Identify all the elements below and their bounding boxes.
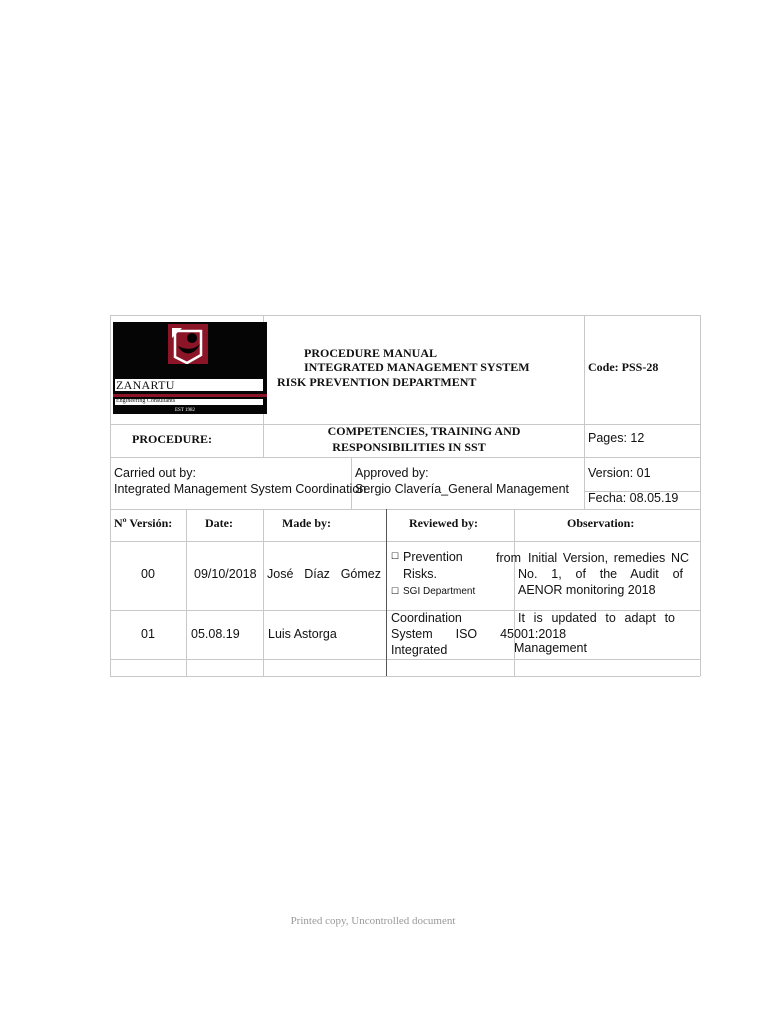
row-reviewed-line1: Coordination — [391, 611, 462, 625]
document-code: Code: PSS-28 — [588, 360, 659, 374]
row-reviewed-line3: Integrated — [391, 643, 448, 657]
column-header-version: Nº Versión: — [114, 516, 173, 530]
checkbox-icon: ☐ — [391, 586, 400, 596]
row-version: 00 — [141, 567, 155, 581]
pages-count: Pages: 12 — [588, 431, 645, 445]
document-footer: Printed copy, Uncontrolled document — [290, 915, 456, 927]
row-version: 01 — [141, 627, 155, 641]
column-header-made-by: Made by: — [282, 516, 331, 530]
row-made-by: José Díaz Gómez — [267, 567, 381, 581]
system-title: INTEGRATED MANAGEMENT SYSTEM — [304, 360, 530, 374]
row-made-by: Luis Astorga — [268, 627, 337, 641]
version-number: Version: 01 — [588, 466, 651, 480]
carried-out-value: Integrated Management System Coordination — [114, 482, 367, 496]
approved-value: Sergio Clavería_General Management — [355, 482, 570, 496]
logo-company-name: ZANARTU — [116, 378, 175, 392]
company-logo — [113, 322, 267, 414]
logo-est: EST 1982 — [175, 408, 196, 413]
row-reviewed-line3: SGI Department — [403, 586, 476, 597]
row-reviewed-line2: Risks. — [403, 567, 438, 581]
row-observation-line2: 001:2018 Management — [514, 627, 587, 655]
approved-label: Approved by: — [355, 466, 429, 480]
row-reviewed-from: from — [496, 551, 521, 565]
column-header-date: Date: — [205, 516, 233, 530]
row-observation-line1: It is updated to adapt to — [518, 611, 675, 625]
row-observation-line1: Initial Version, remedies NC — [528, 551, 689, 565]
procedure-title-line2: RESPONSIBILITIES IN SST — [332, 440, 486, 454]
row-reviewed-line2: System ISO 45 — [391, 627, 514, 641]
manual-title: PROCEDURE MANUAL — [304, 346, 437, 360]
row-observation-line3: AENOR monitoring 2018 — [518, 583, 656, 597]
row-date: 09/10/2018 — [194, 567, 257, 581]
row-date: 05.08.19 — [191, 627, 240, 641]
column-header-observation: Observation: — [567, 516, 635, 530]
checkbox-icon: ☐ — [391, 551, 400, 561]
issue-date: Fecha: 08.05.19 — [588, 491, 679, 505]
procedure-title-line1: COMPETENCIES, TRAINING AND — [327, 424, 521, 438]
logo-tagline: Engineering Consultants — [116, 398, 176, 404]
row-reviewed-line1: Prevention — [403, 550, 463, 564]
procedure-label: PROCEDURE: — [132, 432, 212, 446]
department-title: RISK PREVENTION DEPARTMENT — [277, 375, 477, 389]
column-header-reviewed-by: Reviewed by: — [409, 516, 478, 530]
row-observation-line2: No. 1, of the Audit of — [518, 567, 683, 581]
logo-mark-icon — [168, 324, 208, 364]
carried-out-label: Carried out by: — [114, 466, 196, 480]
